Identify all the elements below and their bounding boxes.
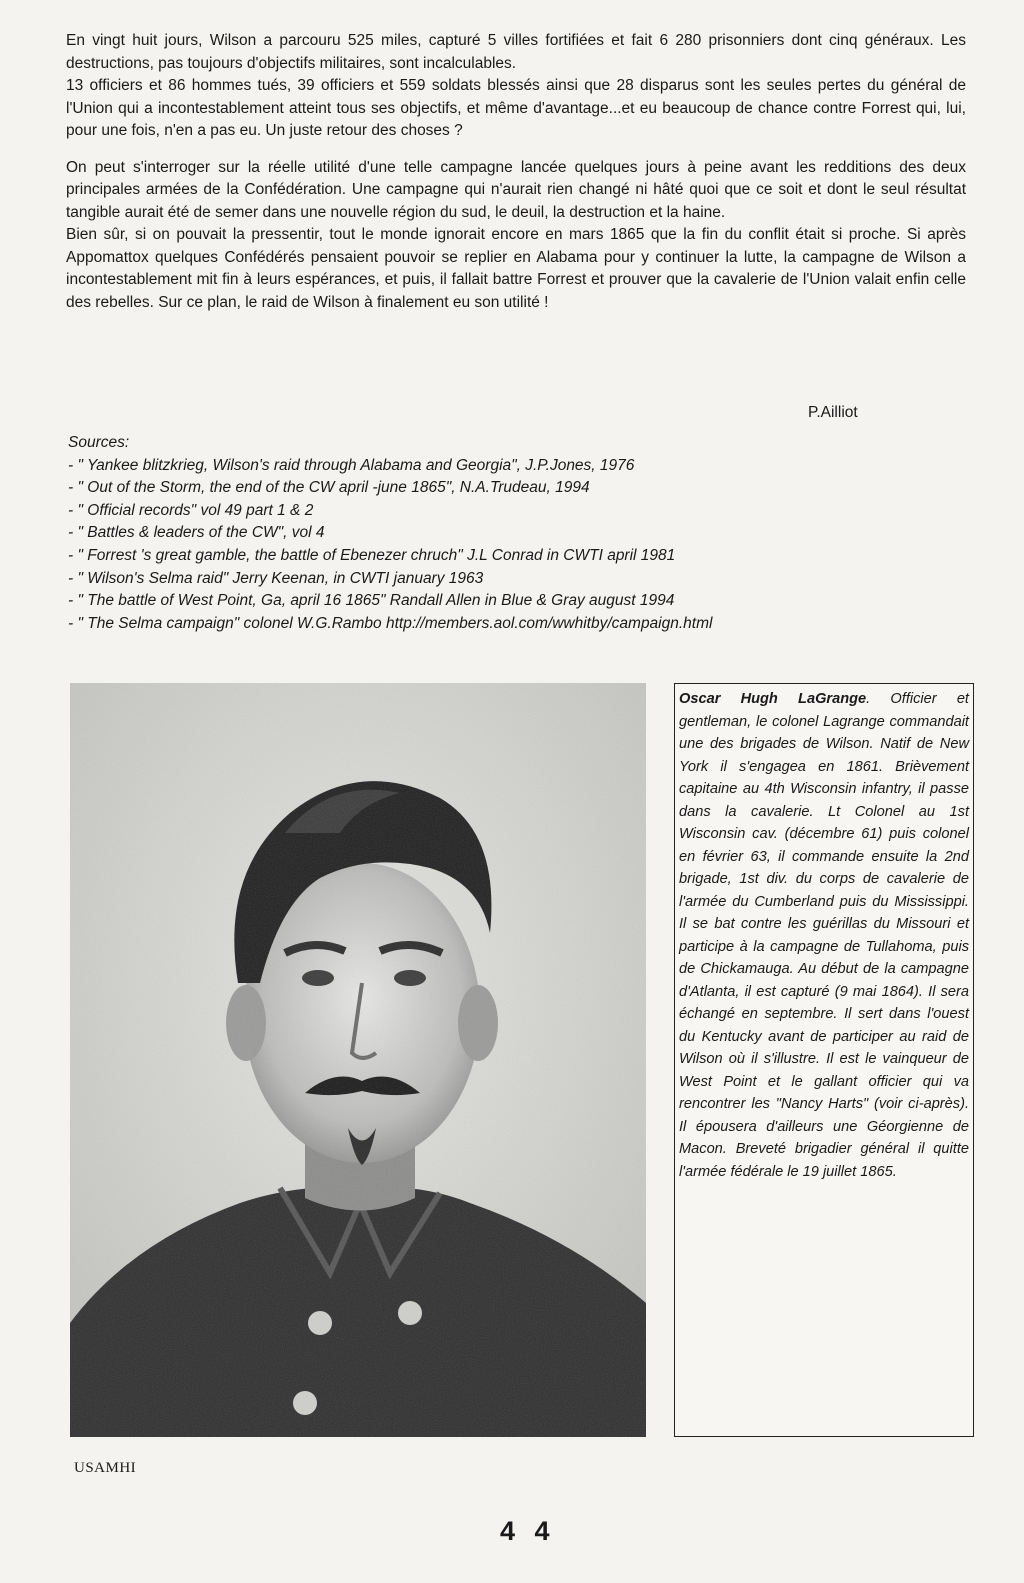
sources-list xyxy=(68,455,968,636)
source-item: - " Yankee blitzkrieg, Wilson's raid through Alabama and Georgia", J.P.Jones, 1976 xyxy=(68,456,635,474)
sources-section xyxy=(68,432,968,635)
source-item: - " Wilson's Selma raid" Jerry Keenan, in CWTI january 1963 xyxy=(68,569,484,587)
paragraph-utility: On peut s'interroger sur la réelle utilité d'une telle campagne lancée quelques jours à peine avant les redditions des deux principales armées de la Confédération. Une campagne qui n'aurait rien changé ni hâté quoi que ce soit et dont le seul résultat tangible aurait été de semer dans une nouvelle région du sud, le deuil, la destruction et la haine. xyxy=(66,158,966,221)
source-item: - " Out of the Storm, the end of the CW april -june 1865", N.A.Trudeau, 1994 xyxy=(68,479,590,497)
paragraph-losses: 13 officiers et 86 hommes tués, 39 officiers et 559 soldats blessés ainsi que 28 disparus sont les seules pertes du général de l'Union qui a incontestablement atteint tous ses objectifs, et même d'avantage...et eu beaucoup de chance contre Forrest qui, lui, pour une fois, n'en a pas eu. Un juste retour des choses ? xyxy=(66,77,966,139)
portrait-illustration xyxy=(70,683,646,1437)
source-item: - " The battle of West Point, Ga, april 16 1865" Randall Allen in Blue & Gray august 1994 xyxy=(68,592,675,610)
source-item: - " Battles & leaders of the CW", vol 4 xyxy=(68,524,325,542)
portrait-photo xyxy=(70,683,646,1437)
photo-credit: USAMHI xyxy=(74,1460,137,1476)
paragraph-summary: En vingt huit jours, Wilson a parcouru 525 miles, capturé 5 villes fortifiées et fait 6 280 prisonniers dont cinq généraux. Les destructions, pas toujours d'objectifs militaires, sont incalculables. xyxy=(66,32,966,72)
caption-text: . Officier et gentleman, le colonel Lagrange commandait une des brigades de Wilson. Natif de New York il s'engagea en 1861. Brièvement capitaine au 4th Wisconsin infantry, il passe dans la cavalerie. Lt Colonel au 1st Wisconsin cav. (décembre 61) puis colonel en février 63, il commande ensuite la 2nd brigade, 1st div. du corps de cavalerie de l'armée du Cumberland puis du Mississippi. Il se bat contre les guérillas du Missouri et participe à la campagne de Tullahoma, puis de Chickamauga. Au début de la campagne d'Atlanta, il est capturé (9 mai 1864). Il sera échangé en septembre. Il sert dans l'ouest du Kentucky avant de participer au raid de Wilson où il s'illustre. Il est le vainqueur de West Point et le gallant officier qui va rencontrer les "Nancy Harts" (voir ci-après). Il épousera d'ailleurs une Géorgienne de Macon. Breveté brigadier général il quitte l'armée fédérale le 19 juillet 1865. xyxy=(679,691,969,1180)
source-item: - " Forrest 's great gamble, the battle of Ebenezer chruch" J.L Conrad in CWTI april 1981 xyxy=(68,546,676,564)
caption-subject-name: Oscar Hugh LaGrange xyxy=(679,691,867,707)
page-number: 4 4 xyxy=(500,1516,556,1546)
source-item: - " Official records" vol 49 part 1 & 2 xyxy=(68,501,314,519)
author-signature: P.Ailliot xyxy=(808,404,858,421)
article-body xyxy=(66,30,966,314)
paragraph-conclusion: Bien sûr, si on pouvait la pressentir, tout le monde ignorait encore en mars 1865 que la fin du conflit était si proche. Si après Appomattox quelques Confédérés pensaient pouvoir se replier en Alabama pour y continuer la lutte, la campagne de Wilson a incontestablement mit fin à leurs espérances, et puis, il fallait battre Forrest et prouver que la cavalerie de l'Union valait enfin celle des rebelles. Sur ce plan, le raid de Wilson à finalement eu son utilité ! xyxy=(66,226,966,311)
sources-heading: Sources: xyxy=(68,434,130,451)
portrait-caption-box xyxy=(674,683,974,1437)
source-item: - " The Selma campaign" colonel W.G.Rambo http://members.aol.com/wwhitby/campaign.html xyxy=(68,614,713,632)
